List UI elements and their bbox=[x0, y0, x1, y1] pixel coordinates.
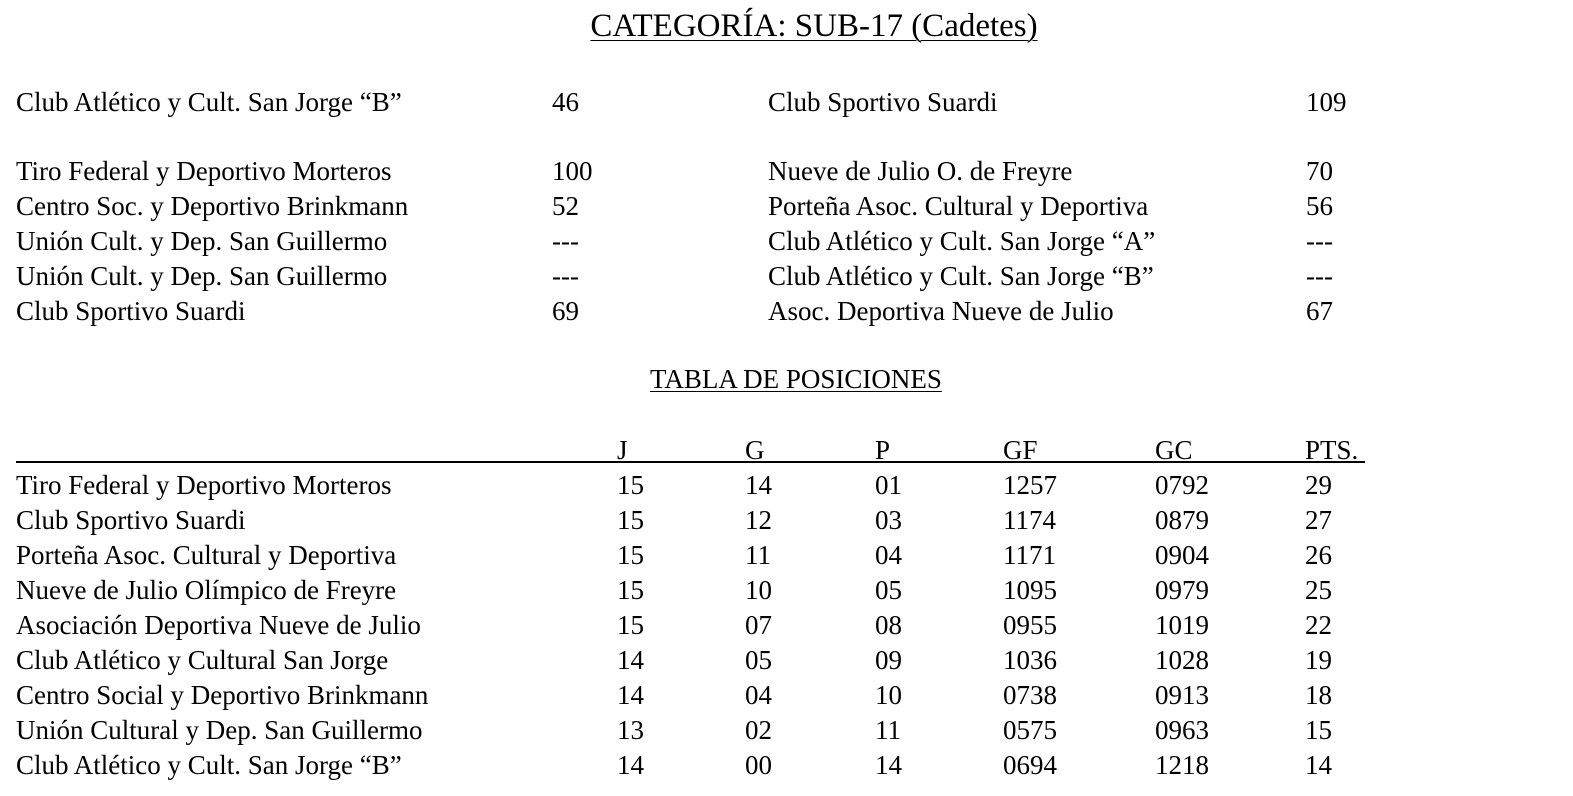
column-header-p: P bbox=[875, 435, 891, 465]
result-away-team: Asoc. Deportiva Nueve de Julio bbox=[768, 296, 1114, 326]
lost-cell: 01 bbox=[875, 470, 902, 500]
won-cell: 04 bbox=[745, 680, 772, 710]
team-name: Club Atlético y Cult. San Jorge “B” bbox=[16, 750, 402, 780]
won-cell: 12 bbox=[745, 505, 772, 535]
played-cell: 14 bbox=[617, 750, 644, 780]
result-away-team: Club Atlético y Cult. San Jorge “B” bbox=[768, 261, 1154, 291]
points-against-cell: 0979 bbox=[1155, 575, 1209, 605]
result-home-score: 46 bbox=[552, 87, 579, 117]
points-for-cell: 0575 bbox=[1003, 715, 1057, 745]
result-away-score: 70 bbox=[1306, 156, 1333, 186]
points-for-cell: 0955 bbox=[1003, 610, 1057, 640]
points-cell: 22 bbox=[1305, 610, 1332, 640]
result-away-score: --- bbox=[1306, 226, 1333, 256]
points-for-cell: 1095 bbox=[1003, 575, 1057, 605]
won-cell: 11 bbox=[745, 540, 771, 570]
lost-cell: 03 bbox=[875, 505, 902, 535]
column-header-j: J bbox=[617, 435, 628, 465]
lost-cell: 08 bbox=[875, 610, 902, 640]
played-cell: 15 bbox=[617, 470, 644, 500]
result-home-team: Tiro Federal y Deportivo Morteros bbox=[16, 156, 392, 186]
result-home-team: Club Atlético y Cult. San Jorge “B” bbox=[16, 87, 402, 117]
result-away-team: Club Atlético y Cult. San Jorge “A” bbox=[768, 226, 1156, 256]
result-away-team: Nueve de Julio O. de Freyre bbox=[768, 156, 1073, 186]
points-cell: 18 bbox=[1305, 680, 1332, 710]
page-title: CATEGORÍA: SUB-17 (Cadetes) bbox=[590, 8, 1038, 44]
result-away-score: --- bbox=[1306, 261, 1333, 291]
column-header-pts: PTS. bbox=[1305, 435, 1359, 465]
won-cell: 07 bbox=[745, 610, 772, 640]
result-home-score: 69 bbox=[552, 296, 579, 326]
column-header-g: G bbox=[745, 435, 765, 465]
played-cell: 14 bbox=[617, 645, 644, 675]
points-cell: 25 bbox=[1305, 575, 1332, 605]
won-cell: 05 bbox=[745, 645, 772, 675]
points-against-cell: 0904 bbox=[1155, 540, 1209, 570]
played-cell: 15 bbox=[617, 505, 644, 535]
played-cell: 15 bbox=[617, 610, 644, 640]
points-for-cell: 1036 bbox=[1003, 645, 1057, 675]
points-cell: 26 bbox=[1305, 540, 1332, 570]
result-home-score: 100 bbox=[552, 156, 593, 186]
team-name: Porteña Asoc. Cultural y Deportiva bbox=[16, 540, 397, 570]
points-against-cell: 0879 bbox=[1155, 505, 1209, 535]
lost-cell: 04 bbox=[875, 540, 902, 570]
points-cell: 15 bbox=[1305, 715, 1332, 745]
result-home-score: 52 bbox=[552, 191, 579, 221]
result-home-score: --- bbox=[552, 226, 579, 256]
points-cell: 27 bbox=[1305, 505, 1332, 535]
result-away-team: Club Sportivo Suardi bbox=[768, 87, 998, 117]
team-name: Club Sportivo Suardi bbox=[16, 505, 246, 535]
result-away-score: 109 bbox=[1306, 87, 1347, 117]
points-against-cell: 1218 bbox=[1155, 750, 1209, 780]
won-cell: 10 bbox=[745, 575, 772, 605]
column-header-gc: GC bbox=[1155, 435, 1193, 465]
points-against-cell: 0792 bbox=[1155, 470, 1209, 500]
lost-cell: 14 bbox=[875, 750, 902, 780]
points-against-cell: 0963 bbox=[1155, 715, 1209, 745]
points-for-cell: 1257 bbox=[1003, 470, 1057, 500]
column-header-gf: GF bbox=[1003, 435, 1038, 465]
points-against-cell: 1019 bbox=[1155, 610, 1209, 640]
won-cell: 00 bbox=[745, 750, 772, 780]
team-name: Tiro Federal y Deportivo Morteros bbox=[16, 470, 392, 500]
points-for-cell: 1174 bbox=[1003, 505, 1056, 535]
header-rule bbox=[16, 461, 1365, 463]
result-home-team: Centro Soc. y Deportivo Brinkmann bbox=[16, 191, 409, 221]
result-home-team: Unión Cult. y Dep. San Guillermo bbox=[16, 226, 388, 256]
result-away-team: Porteña Asoc. Cultural y Deportiva bbox=[768, 191, 1149, 221]
result-away-score: 56 bbox=[1306, 191, 1333, 221]
result-home-team: Unión Cult. y Dep. San Guillermo bbox=[16, 261, 388, 291]
points-cell: 19 bbox=[1305, 645, 1332, 675]
standings-title: TABLA DE POSICIONES bbox=[650, 364, 942, 394]
lost-cell: 09 bbox=[875, 645, 902, 675]
result-home-score: --- bbox=[552, 261, 579, 291]
points-for-cell: 1171 bbox=[1003, 540, 1056, 570]
team-name: Asociación Deportiva Nueve de Julio bbox=[16, 610, 421, 640]
lost-cell: 05 bbox=[875, 575, 902, 605]
result-home-team: Club Sportivo Suardi bbox=[16, 296, 246, 326]
played-cell: 15 bbox=[617, 575, 644, 605]
team-name: Centro Social y Deportivo Brinkmann bbox=[16, 680, 429, 710]
lost-cell: 11 bbox=[875, 715, 901, 745]
points-against-cell: 1028 bbox=[1155, 645, 1209, 675]
points-cell: 29 bbox=[1305, 470, 1332, 500]
played-cell: 15 bbox=[617, 540, 644, 570]
won-cell: 02 bbox=[745, 715, 772, 745]
team-name: Unión Cultural y Dep. San Guillermo bbox=[16, 715, 423, 745]
points-cell: 14 bbox=[1305, 750, 1332, 780]
lost-cell: 10 bbox=[875, 680, 902, 710]
won-cell: 14 bbox=[745, 470, 772, 500]
points-for-cell: 0738 bbox=[1003, 680, 1057, 710]
points-against-cell: 0913 bbox=[1155, 680, 1209, 710]
team-name: Club Atlético y Cultural San Jorge bbox=[16, 645, 389, 675]
result-away-score: 67 bbox=[1306, 296, 1333, 326]
played-cell: 13 bbox=[617, 715, 644, 745]
team-name: Nueve de Julio Olímpico de Freyre bbox=[16, 575, 397, 605]
played-cell: 14 bbox=[617, 680, 644, 710]
points-for-cell: 0694 bbox=[1003, 750, 1057, 780]
